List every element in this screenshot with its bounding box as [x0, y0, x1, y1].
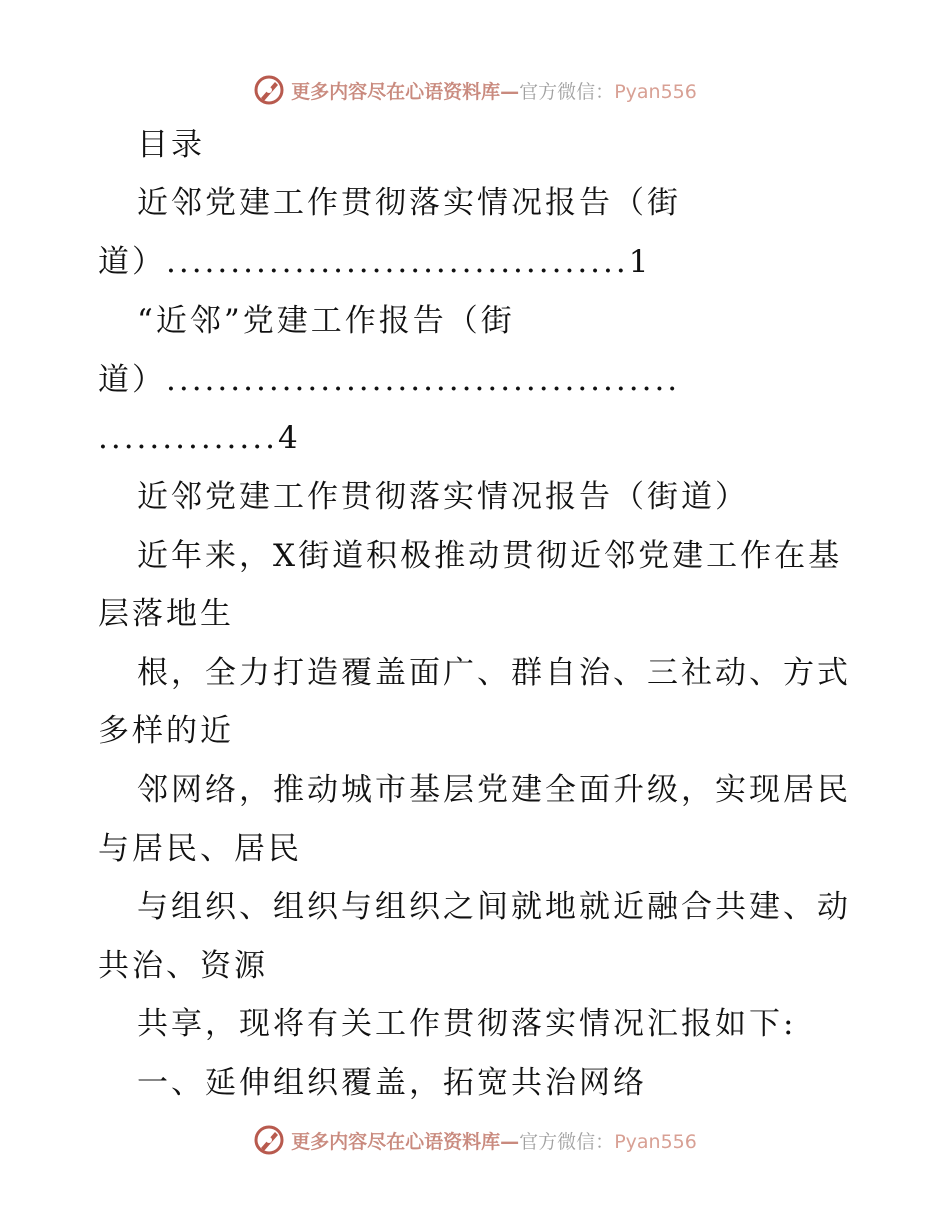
toc-entry-1-title[interactable]: 近邻党建工作贯彻落实情况报告（街: [137, 185, 681, 221]
watermark-wechat-label: 官方微信：: [519, 80, 615, 103]
paragraph-line: 共享，现将有关工作贯彻落实情况汇报如下:: [137, 1006, 797, 1042]
paragraph-line: 共治、资源: [98, 948, 268, 984]
watermark-text: [291, 1127, 697, 1154]
pen-logo-icon: [253, 74, 285, 106]
watermark-dash: —: [500, 80, 520, 103]
watermark-dash: —: [500, 1130, 520, 1153]
subsection-heading: 一、延伸组织覆盖，拓宽共治网络: [137, 1065, 647, 1101]
paragraph-line: 多样的近: [98, 713, 234, 749]
watermark-text: [291, 77, 697, 104]
paragraph-line: 邻网络，推动城市基层党建全面升级，实现居民: [137, 772, 851, 808]
section-title: 近邻党建工作贯彻落实情况报告（街道）: [137, 479, 749, 515]
paragraph-line: 近年来，X街道积极推动贯彻近邻党建工作在基: [137, 538, 843, 574]
paragraph-line: 根，全力打造覆盖面广、群自治、三社动、方式: [137, 655, 851, 691]
watermark-wechat-id: Pyan556: [614, 1130, 697, 1153]
pen-logo-icon: [253, 1124, 285, 1156]
watermark-footer: [0, 1120, 950, 1160]
toc-entry-2-leader[interactable]: 道）........................................: [98, 362, 681, 398]
paragraph-line: 与组织、组织与组织之间就地就近融合共建、动: [137, 889, 851, 925]
watermark-title: 更多内容尽在心语资料库: [291, 80, 501, 103]
paragraph-line: 与居民、居民: [98, 831, 302, 867]
toc-heading: 目录: [137, 127, 205, 163]
watermark-wechat-label: 官方微信：: [519, 1130, 615, 1153]
toc-entry-2-title[interactable]: “近邻”党建工作报告（街: [137, 303, 515, 339]
toc-entry-2-page[interactable]: ..............4: [98, 420, 301, 456]
toc-entry-1-leader[interactable]: 道）....................................1: [98, 244, 652, 280]
watermark-title: 更多内容尽在心语资料库: [291, 1130, 501, 1153]
watermark-header: [0, 70, 950, 110]
watermark-wechat-id: Pyan556: [614, 80, 697, 103]
paragraph-line: 层落地生: [98, 596, 234, 632]
